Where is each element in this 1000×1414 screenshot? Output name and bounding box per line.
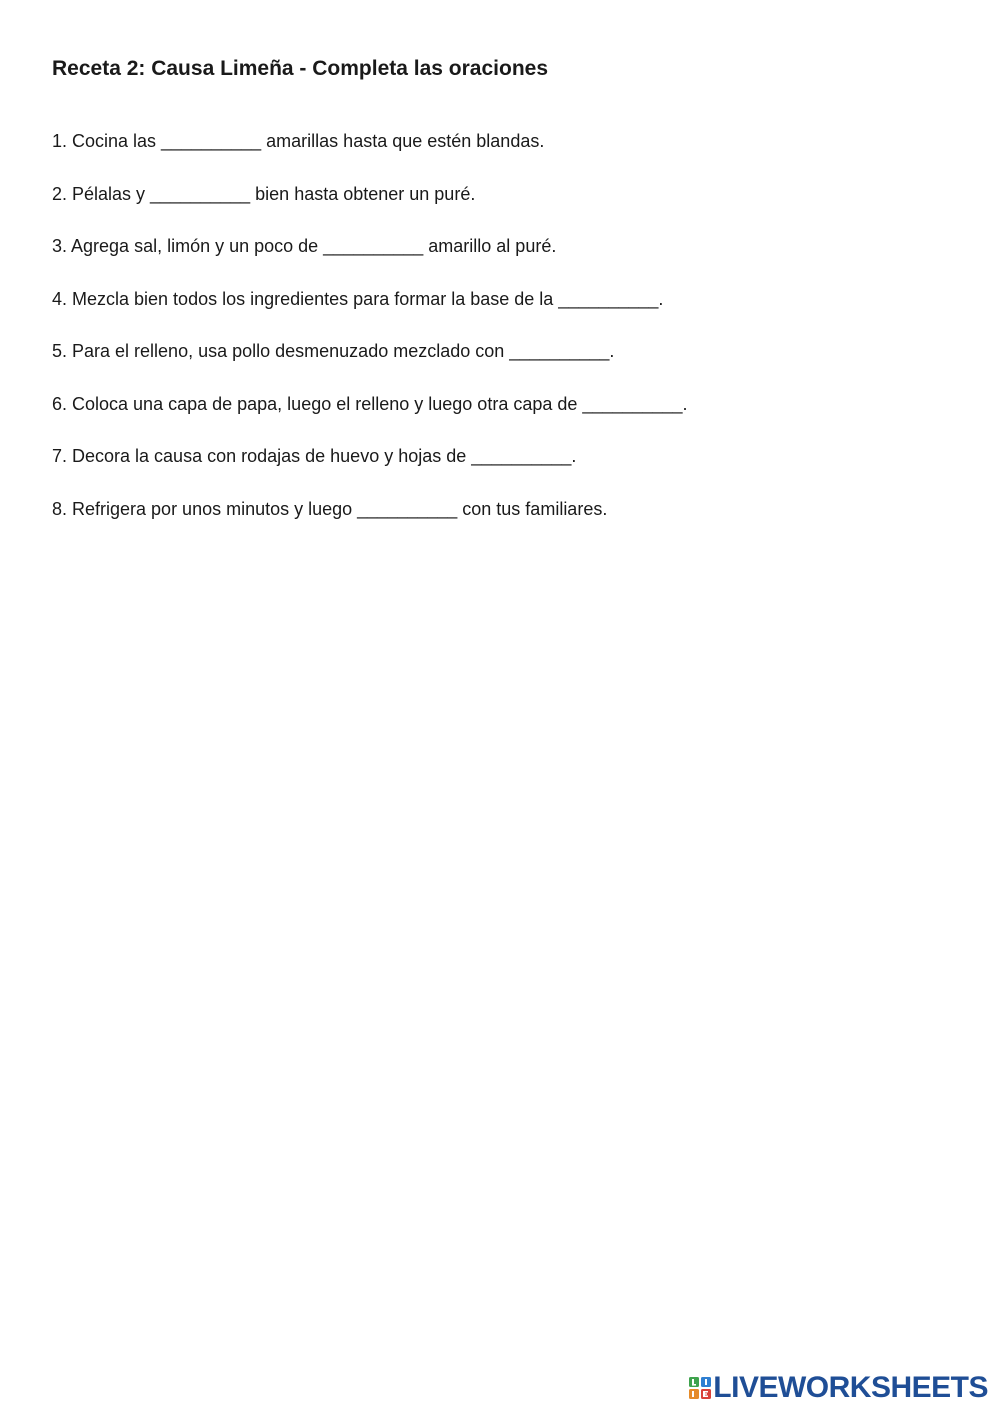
sentence-3: 3. Agrega sal, limón y un poco de __________ amarillo al puré. (52, 236, 557, 256)
page-title: Receta 2: Causa Limeña - Completa las oraciones (52, 57, 549, 80)
liveworksheets-brand (689, 1373, 988, 1403)
sentence-list (52, 130, 688, 550)
liveworksheets-logo-icon (689, 1377, 711, 1399)
sentence-7: 7. Decora la causa con rodajas de huevo y hojas de __________. (52, 446, 577, 466)
sentence-8: 8. Refrigera por unos minutos y luego __________ con tus familiares. (52, 498, 608, 519)
sentence-5: 5. Para el relleno, usa pollo desmenuzado mezclado con __________. (52, 341, 615, 361)
sentence-6: 6. Coloca una capa de papa, luego el relleno y luego otra capa de __________. (52, 393, 688, 414)
sentence-2: 2. Pélalas y __________ bien hasta obtener un puré. (52, 183, 476, 204)
liveworksheets-logo-text: LIVEWORKSHEETS (713, 1371, 988, 1404)
sentence-4: 4. Mezcla bien todos los ingredientes para formar la base de la __________. (52, 288, 664, 309)
sentence-1: 1. Cocina las __________ amarillas hasta que estén blandas. (52, 131, 545, 151)
